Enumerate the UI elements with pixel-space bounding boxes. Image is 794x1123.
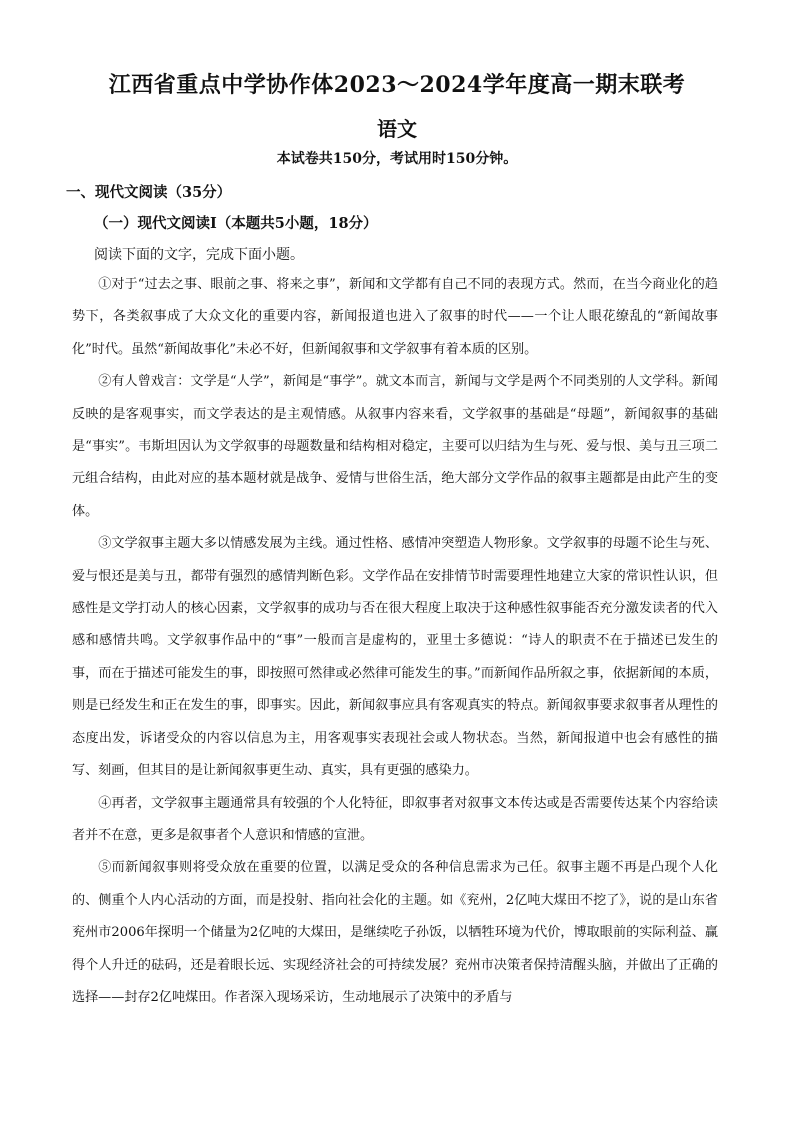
subject-heading: 语文	[377, 117, 417, 141]
paragraph-4: ④再者，文学叙事主题通常具有较强的个人化特征，即叙事者对叙事文本传达或是否需要传达某个内容给读者并不在意，更多是叙事者个人意识和情感的宣泄。	[72, 795, 718, 843]
paragraph-1: ①对于“过去之事、眼前之事、将来之事”，新闻和文学都有自己不同的表现方式。然而，在当今商业化的趋势下，各类叙事成了大众文化的重要内容，新闻报道也进入了叙事的时代——一个让人眼花缭乱的“新闻故事化”时代。虽然“新闻故事化”未必不好，但新闻叙事和文学叙事有着本质的区别。	[72, 277, 718, 357]
exam-title: 江西省重点中学协作体2023～2024学年度高一期末联考	[108, 72, 686, 98]
subsection-heading: （一）现代文阅读Ⅰ（本题共5小题，18分）	[94, 215, 378, 232]
reading-instruction: 阅读下面的文字，完成下面小题。	[94, 247, 304, 263]
paragraph-2: ②有人曾戏言：文学是“人学”，新闻是“事学”。就文本而言，新闻与文学是两个不同类别的人文学科。新闻反映的是客观事实，而文学表达的是主观情感。从叙事内容来看，文学叙事的基础是“母题”，新闻叙事的基础是“事实”。韦斯坦因认为文学叙事的母题数量和结构相对稳定，主要可以归结为生与死、爱与恨、美与丑三项二元组合结构，由此对应的基本题材就是战争、爱情与世俗生活，绝大部分文学作品的叙事主题都是由此产生的变体。	[72, 374, 718, 519]
paragraph-3: ③文学叙事主题大多以情感发展为主线。通过性格、感情冲突塑造人物形象。文学叙事的母题不论生与死、爱与恨还是美与丑，都带有强烈的感情判断色彩。文学作品在安排情节时需要理性地建立大家的常识性认识，但感性是文学打动人的核心因素，文学叙事的成功与否在很大程度上取决于这种感性叙事能否充分激发读者的代入感和感情共鸣。文学叙事作品中的“事”一般而言是虚构的，亚里士多德说：“诗人的职责不在于描述已发生的事，而在于描述可能发生的事，即按照可然律或必然律可能发生的事。”而新闻作品所叙之事，依据新闻的本质，则是已经发生和正在发生的事，即事实。因此，新闻叙事应具有客观真实的特点。新闻叙事要求叙事者从理性的态度出发，诉诸受众的内容以信息为主，用客观事实表现社会或人物状态。当然，新闻报道中也会有感性的描写、刻画，但其目的是让新闻叙事更生动、真实，具有更强的感染力。	[72, 536, 718, 779]
section-heading: 一、现代文阅读（35分）	[66, 184, 232, 201]
paragraph-5: ⑤而新闻叙事则将受众放在重要的位置，以满足受众的各种信息需求为己任。叙事主题不再是凸现个人化的、侧重个人内心活动的方面，而是投射、指向社会化的主题。如《兖州，2亿吨大煤田不挖了》，说的是山东省兖州市2006年探明一个储量为2亿吨的大煤田，是继续吃子孙饭，以牺牲环境为代价，博取眼前的实际利益、赢得个人升迁的砝码，还是着眼长远、实现经济社会的可持续发展？兖州市决策者保持清醒头脑，并做出了正确的选择——封存2亿吨煤田。作者深入现场采访，生动地展示了决策中的矛盾与	[72, 860, 718, 1005]
article-body	[72, 269, 718, 1014]
exam-note: 本试卷共150分，考试用时150分钟。	[276, 151, 518, 167]
